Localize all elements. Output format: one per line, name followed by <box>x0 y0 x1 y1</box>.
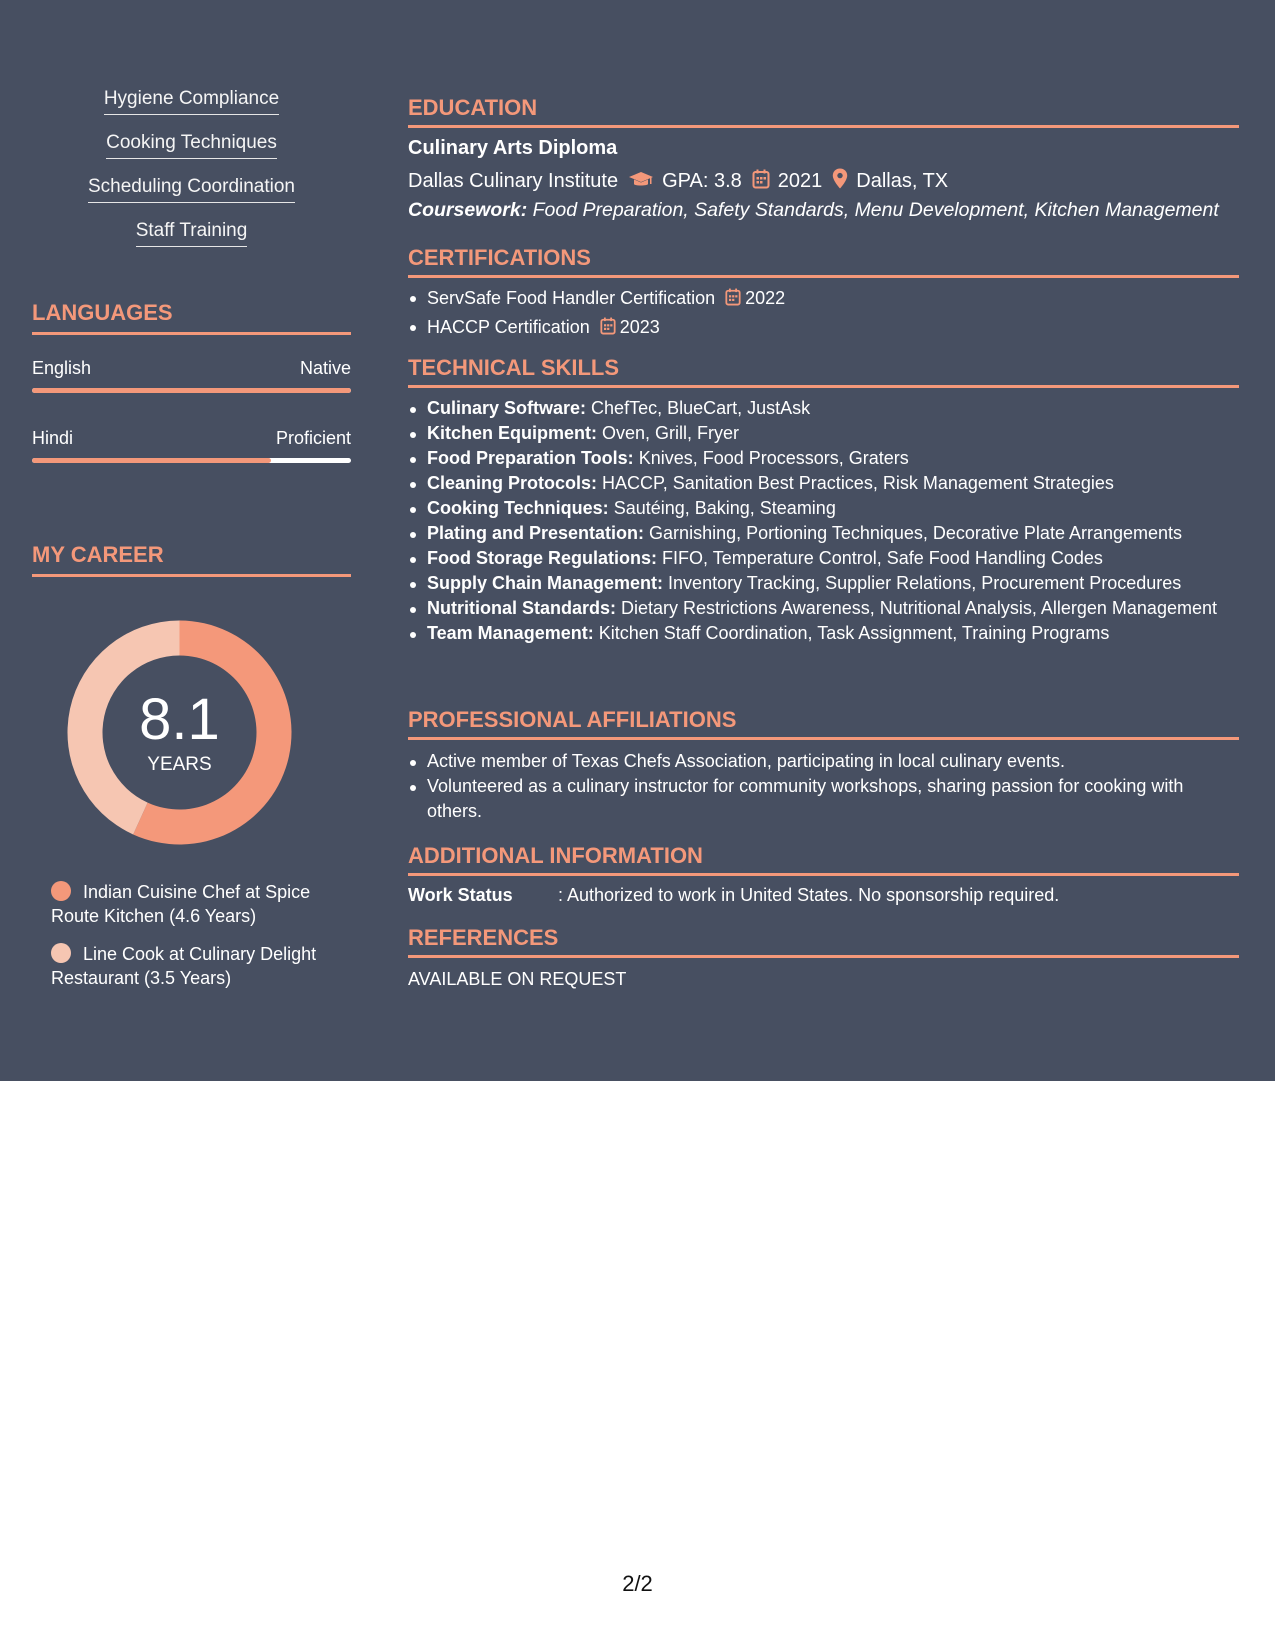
coursework-text: Food Preparation, Safety Standards, Menu Development, Kitchen Management <box>532 199 1219 221</box>
certifications-heading: CERTIFICATIONS <box>408 245 1239 278</box>
affiliation-item: Active member of Texas Chefs Association, participating in local culinary events. <box>408 749 1239 774</box>
skill-label: Culinary Software: <box>427 398 587 418</box>
certification-name: ServSafe Food Handler Certification <box>427 288 716 308</box>
language-name: Hindi <box>32 428 74 448</box>
language-level: Proficient <box>275 428 351 448</box>
career-heading: MY CAREER <box>32 542 351 577</box>
career-legend-item <box>51 942 341 990</box>
calendar-icon <box>725 287 741 314</box>
technical-skills-list <box>408 396 1239 646</box>
education-location: Dallas, TX <box>856 170 949 192</box>
institution-name: Dallas Culinary Institute <box>408 170 619 192</box>
language-bar <box>32 458 351 463</box>
graduation-year: 2021 <box>777 170 823 192</box>
languages-heading: LANGUAGES <box>32 300 351 335</box>
certification-item <box>408 314 1239 343</box>
education-heading: EDUCATION <box>408 95 1239 128</box>
certification-year: 2023 <box>619 317 660 337</box>
skill-label: Cleaning Protocols: <box>427 473 598 493</box>
skill-text: Knives, Food Processors, Graters <box>638 448 909 468</box>
skill-item <box>408 496 1239 521</box>
skill-item <box>408 421 1239 446</box>
skill-tag: Cooking Techniques <box>106 130 277 159</box>
skill-item <box>408 596 1239 621</box>
skill-item <box>408 546 1239 571</box>
gpa: GPA: 3.8 <box>662 170 742 192</box>
language-bar-fill <box>32 388 351 393</box>
education-details <box>408 168 948 195</box>
skill-item <box>408 471 1239 496</box>
location-pin-icon <box>832 168 848 195</box>
language-bar-fill <box>32 458 271 463</box>
calendar-icon <box>600 316 616 343</box>
references-heading: REFERENCES <box>408 925 1239 958</box>
skill-label: Team Management: <box>427 623 594 643</box>
legend-dot <box>51 881 71 901</box>
skill-label: Food Preparation Tools: <box>427 448 634 468</box>
skill-text: Inventory Tracking, Supplier Relations, Procurement Procedures <box>668 573 1182 593</box>
graduation-cap-icon <box>628 171 654 195</box>
skill-text: HACCP, Sanitation Best Practices, Risk Management Strategies <box>602 473 1114 493</box>
skill-text: Garnishing, Portioning Techniques, Decorative Plate Arrangements <box>649 523 1183 543</box>
skill-label: Food Storage Regulations: <box>427 548 658 568</box>
skill-label: Kitchen Equipment: <box>427 423 597 443</box>
skill-text: Kitchen Staff Coordination, Task Assignment, Training Programs <box>598 623 1110 643</box>
coursework <box>408 199 1219 222</box>
career-legend-item <box>51 880 341 928</box>
skill-text: Oven, Grill, Fryer <box>602 423 740 443</box>
language-name: English <box>32 358 92 378</box>
skill-item <box>408 571 1239 596</box>
certification-year: 2022 <box>745 288 786 308</box>
skill-text: ChefTec, BlueCart, JustAsk <box>591 398 811 418</box>
work-status-row <box>408 885 1239 906</box>
affiliations-heading: PROFESSIONAL AFFILIATIONS <box>408 707 1239 740</box>
skill-label: Plating and Presentation: <box>427 523 645 543</box>
skill-text: FIFO, Temperature Control, Safe Food Handling Codes <box>662 548 1103 568</box>
skill-text: Sautéing, Baking, Steaming <box>613 498 836 518</box>
skill-tags <box>32 86 351 262</box>
language-level: Native <box>299 358 351 378</box>
coursework-label: Coursework: <box>408 199 528 221</box>
additional-info-heading: ADDITIONAL INFORMATION <box>408 843 1239 876</box>
language-bar <box>32 388 351 393</box>
work-status-value: : Authorized to work in United States. No sponsorship required. <box>558 885 1060 905</box>
affiliation-item: Volunteered as a culinary instructor for community workshops, sharing passion for cooking with others. <box>408 774 1239 824</box>
skill-label: Cooking Techniques: <box>427 498 609 518</box>
certification-item <box>408 285 1239 314</box>
degree-title: Culinary Arts Diploma <box>408 137 618 159</box>
career-legend-label: Line Cook at Culinary Delight Restaurant (3.5 Years) <box>51 944 317 988</box>
certifications-list <box>408 285 1239 343</box>
skill-item <box>408 396 1239 421</box>
skill-tag: Hygiene Compliance <box>104 86 279 115</box>
work-status-label: Work Status <box>408 885 513 905</box>
references-text: AVAILABLE ON REQUEST <box>408 969 627 989</box>
career-total-unit: YEARS <box>147 754 212 775</box>
skill-text: Dietary Restrictions Awareness, Nutritional Analysis, Allergen Management <box>621 598 1217 618</box>
skill-label: Supply Chain Management: <box>427 573 664 593</box>
skill-item <box>408 446 1239 471</box>
skill-tag: Scheduling Coordination <box>88 174 295 203</box>
legend-dot <box>51 943 71 963</box>
calendar-icon <box>752 169 770 195</box>
skill-item <box>408 621 1239 646</box>
career-legend-label: Indian Cuisine Chef at Spice Route Kitchen (4.6 Years) <box>51 882 311 926</box>
technical-skills-heading: TECHNICAL SKILLS <box>408 355 1239 388</box>
skill-item <box>408 521 1239 546</box>
affiliations-list <box>408 749 1239 824</box>
certification-name: HACCP Certification <box>427 317 590 337</box>
skill-label: Nutritional Standards: <box>427 598 617 618</box>
skill-tag: Staff Training <box>136 218 248 247</box>
career-total-years: 8.1 <box>139 687 220 752</box>
page-number: 2/2 <box>622 1571 653 1596</box>
